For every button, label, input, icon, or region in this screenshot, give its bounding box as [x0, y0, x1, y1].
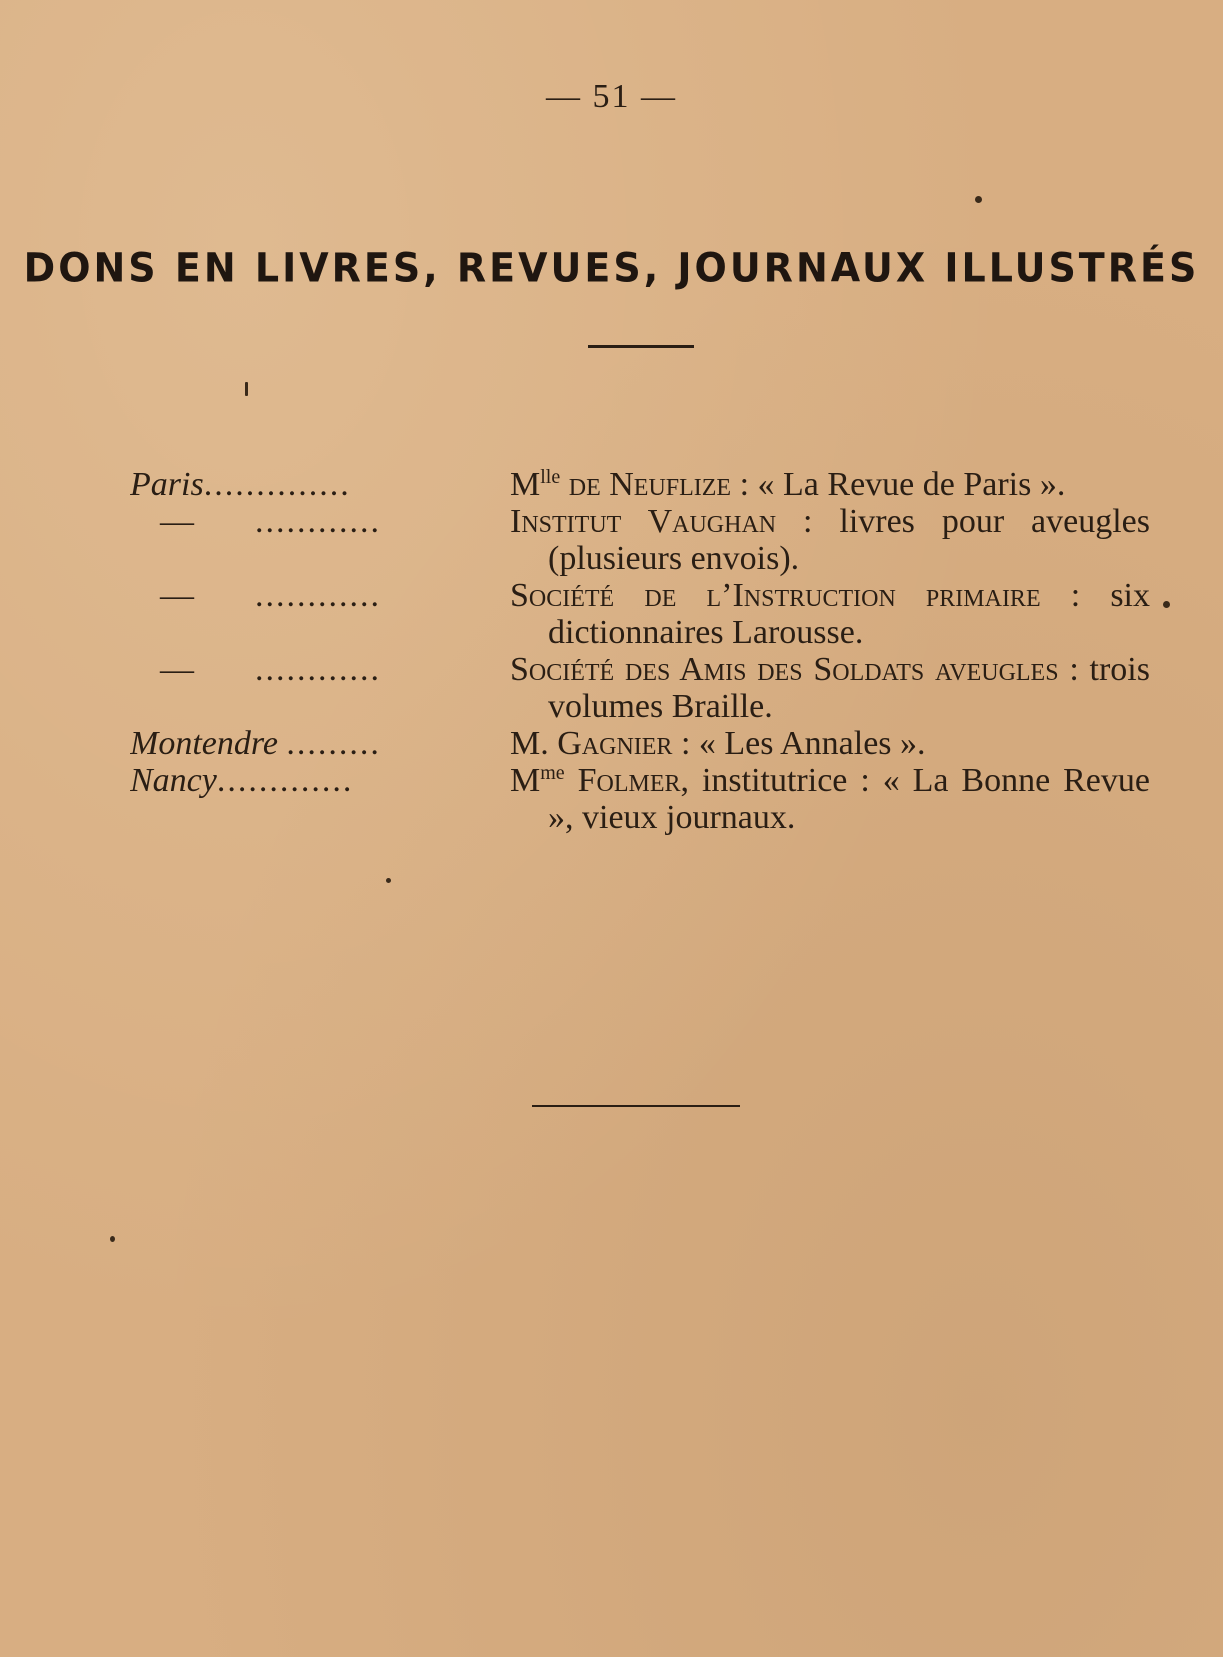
- entry-place: [130, 503, 510, 577]
- list-item: [130, 651, 1150, 725]
- leader-dots: ............: [255, 577, 381, 614]
- title-rule: [588, 345, 694, 348]
- entry-description: [510, 651, 1150, 725]
- paper-speck: [386, 878, 391, 883]
- gift-text: : trois volumes Braille.: [548, 651, 1150, 725]
- donor-name: Société des Amis des Soldats aveugles: [510, 651, 1059, 688]
- end-rule: [532, 1105, 740, 1107]
- donor-name: de Neuflize: [560, 466, 732, 503]
- list-item: [130, 503, 1150, 577]
- gift-text: : livres pour aveugles (plusieurs envois).: [548, 503, 1150, 577]
- paper-speck: [245, 382, 248, 396]
- gift-text: , institutrice : « La Bonne Revue », vieux journaux.: [548, 762, 1150, 836]
- list-item: [130, 762, 1150, 836]
- leader-dots: ............: [255, 503, 381, 540]
- ditto-dash: —: [160, 577, 194, 614]
- donor-title-sup: lle: [540, 466, 561, 488]
- list-item: [130, 577, 1150, 651]
- leader-dots: ............: [255, 651, 381, 688]
- gift-text: : « Les Annales ».: [672, 725, 926, 762]
- place-name: Paris: [130, 466, 204, 503]
- entry-place: [130, 762, 510, 836]
- gift-text: : « La Revue de Paris ».: [731, 466, 1066, 503]
- donation-list: [130, 466, 1150, 836]
- leader-dots: .............: [216, 762, 354, 799]
- donor-name: Gagnier: [557, 725, 673, 762]
- place-name: Nancy: [130, 762, 217, 799]
- ditto-dash: —: [160, 651, 194, 688]
- entry-place: [130, 725, 510, 762]
- entry-description: [510, 503, 1150, 577]
- list-item: [130, 725, 1150, 762]
- entry-description: [510, 725, 1150, 762]
- ditto-dash: —: [160, 503, 194, 540]
- list-item: [130, 466, 1150, 503]
- paper-speck: [110, 1236, 115, 1242]
- donor-name: Folmer: [564, 762, 681, 799]
- place-name: Montendre: [130, 725, 278, 762]
- section-title: DONS EN LIVRES, REVUES, JOURNAUX ILLUSTRÉS: [23, 244, 1200, 292]
- donor-name: Institut Vaughan: [510, 503, 777, 540]
- leader-dots: .........: [286, 725, 381, 762]
- paper-speck: [975, 196, 982, 203]
- entry-place: [130, 651, 510, 725]
- donor-prefix: M: [510, 466, 541, 503]
- entry-description: [510, 762, 1150, 836]
- donor-name: Société de l’Instruction primaire: [510, 577, 1041, 614]
- donor-prefix: M.: [510, 725, 558, 762]
- donor-prefix: M: [510, 762, 541, 799]
- entry-description: [510, 577, 1150, 651]
- entry-place: [130, 577, 510, 651]
- gift-text: : six dictionnaires Larousse.: [548, 577, 1151, 651]
- page-number: — 51 —: [546, 78, 677, 115]
- entry-description: [510, 466, 1150, 503]
- entry-place: [130, 466, 510, 503]
- donor-title-sup: me: [540, 762, 565, 784]
- paper-speck: [1163, 601, 1170, 608]
- leader-dots: ..............: [203, 466, 351, 503]
